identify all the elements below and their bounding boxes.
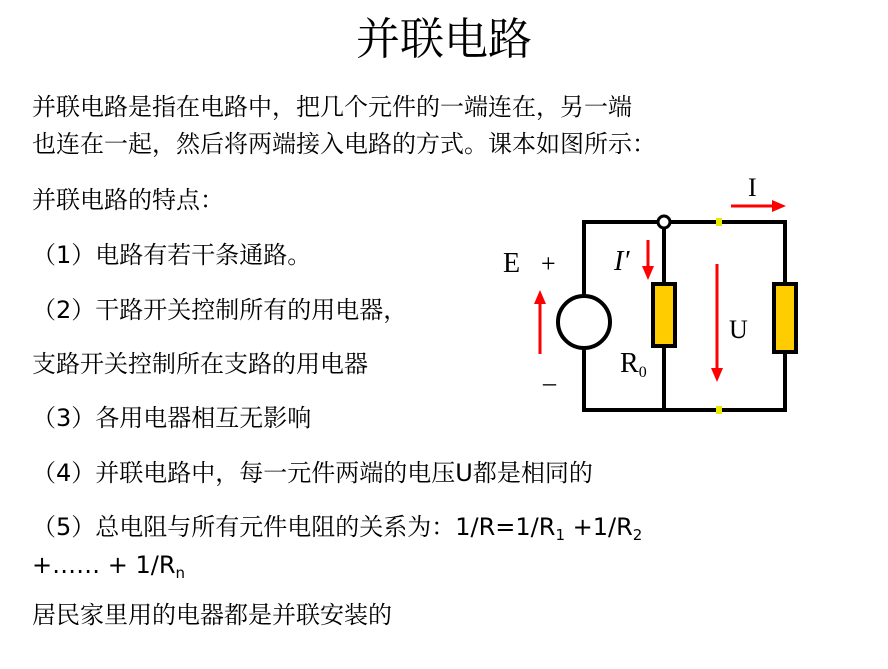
plus-sign-label: + bbox=[541, 249, 556, 278]
intro-line-1: 并联电路是指在电路中，把几个元件的一端连在，另一端 bbox=[32, 93, 632, 121]
voltage-source-icon bbox=[558, 296, 610, 348]
formula-sub-n: n bbox=[175, 564, 186, 582]
current-arrow-main-icon bbox=[731, 200, 786, 212]
resistor-load-icon bbox=[774, 284, 796, 352]
point-2: （2）干路开关控制所有的用电器， bbox=[32, 296, 408, 324]
current-branch-label: I′ bbox=[614, 246, 630, 277]
voltage-label: U bbox=[729, 315, 748, 344]
emf-arrow-icon bbox=[534, 290, 546, 354]
formula-sub-1: 1 bbox=[555, 526, 565, 544]
point-4: （4）并联电路中，每一元件两端的电压U都是相同的 bbox=[32, 459, 593, 487]
point-1: （1）电路有若干条通路。 bbox=[32, 241, 312, 269]
resistor-r0-icon bbox=[653, 284, 675, 346]
current-main-label: I bbox=[748, 173, 757, 202]
node-marker-bottom-icon bbox=[716, 406, 722, 414]
junction-node-icon bbox=[658, 216, 670, 228]
formula-prefix: （5）总电阻与所有元件电阻的关系为：1/R=1/R bbox=[32, 513, 556, 541]
resistor-r0-letter: R bbox=[620, 348, 639, 379]
point-2-continued: 支路开关控制所在支路的用电器 bbox=[32, 350, 368, 378]
page-title: 并联电路 bbox=[356, 14, 532, 65]
resistor-r0-label bbox=[620, 348, 647, 381]
emf-label: E bbox=[503, 248, 521, 279]
current-arrow-branch-icon bbox=[642, 240, 654, 280]
intro-line-2: 也连在一起，然后将两端接入电路的方式。课本如图所示： bbox=[32, 130, 656, 158]
formula-sub-2: 2 bbox=[632, 526, 643, 544]
resistor-r0-subscript: 0 bbox=[638, 364, 647, 381]
point-3: （3）各用电器相互无影响 bbox=[32, 404, 312, 432]
node-marker-top-icon bbox=[716, 218, 722, 226]
formula-mid: +1/R bbox=[565, 513, 633, 541]
minus-sign-label: _ bbox=[543, 359, 556, 388]
closing-line: 居民家里用的电器都是并联安装的 bbox=[32, 601, 392, 629]
formula-continuation: +…… + 1/R bbox=[32, 551, 176, 579]
voltage-arrow-icon bbox=[711, 264, 723, 382]
features-heading: 并联电路的特点： bbox=[32, 186, 224, 214]
